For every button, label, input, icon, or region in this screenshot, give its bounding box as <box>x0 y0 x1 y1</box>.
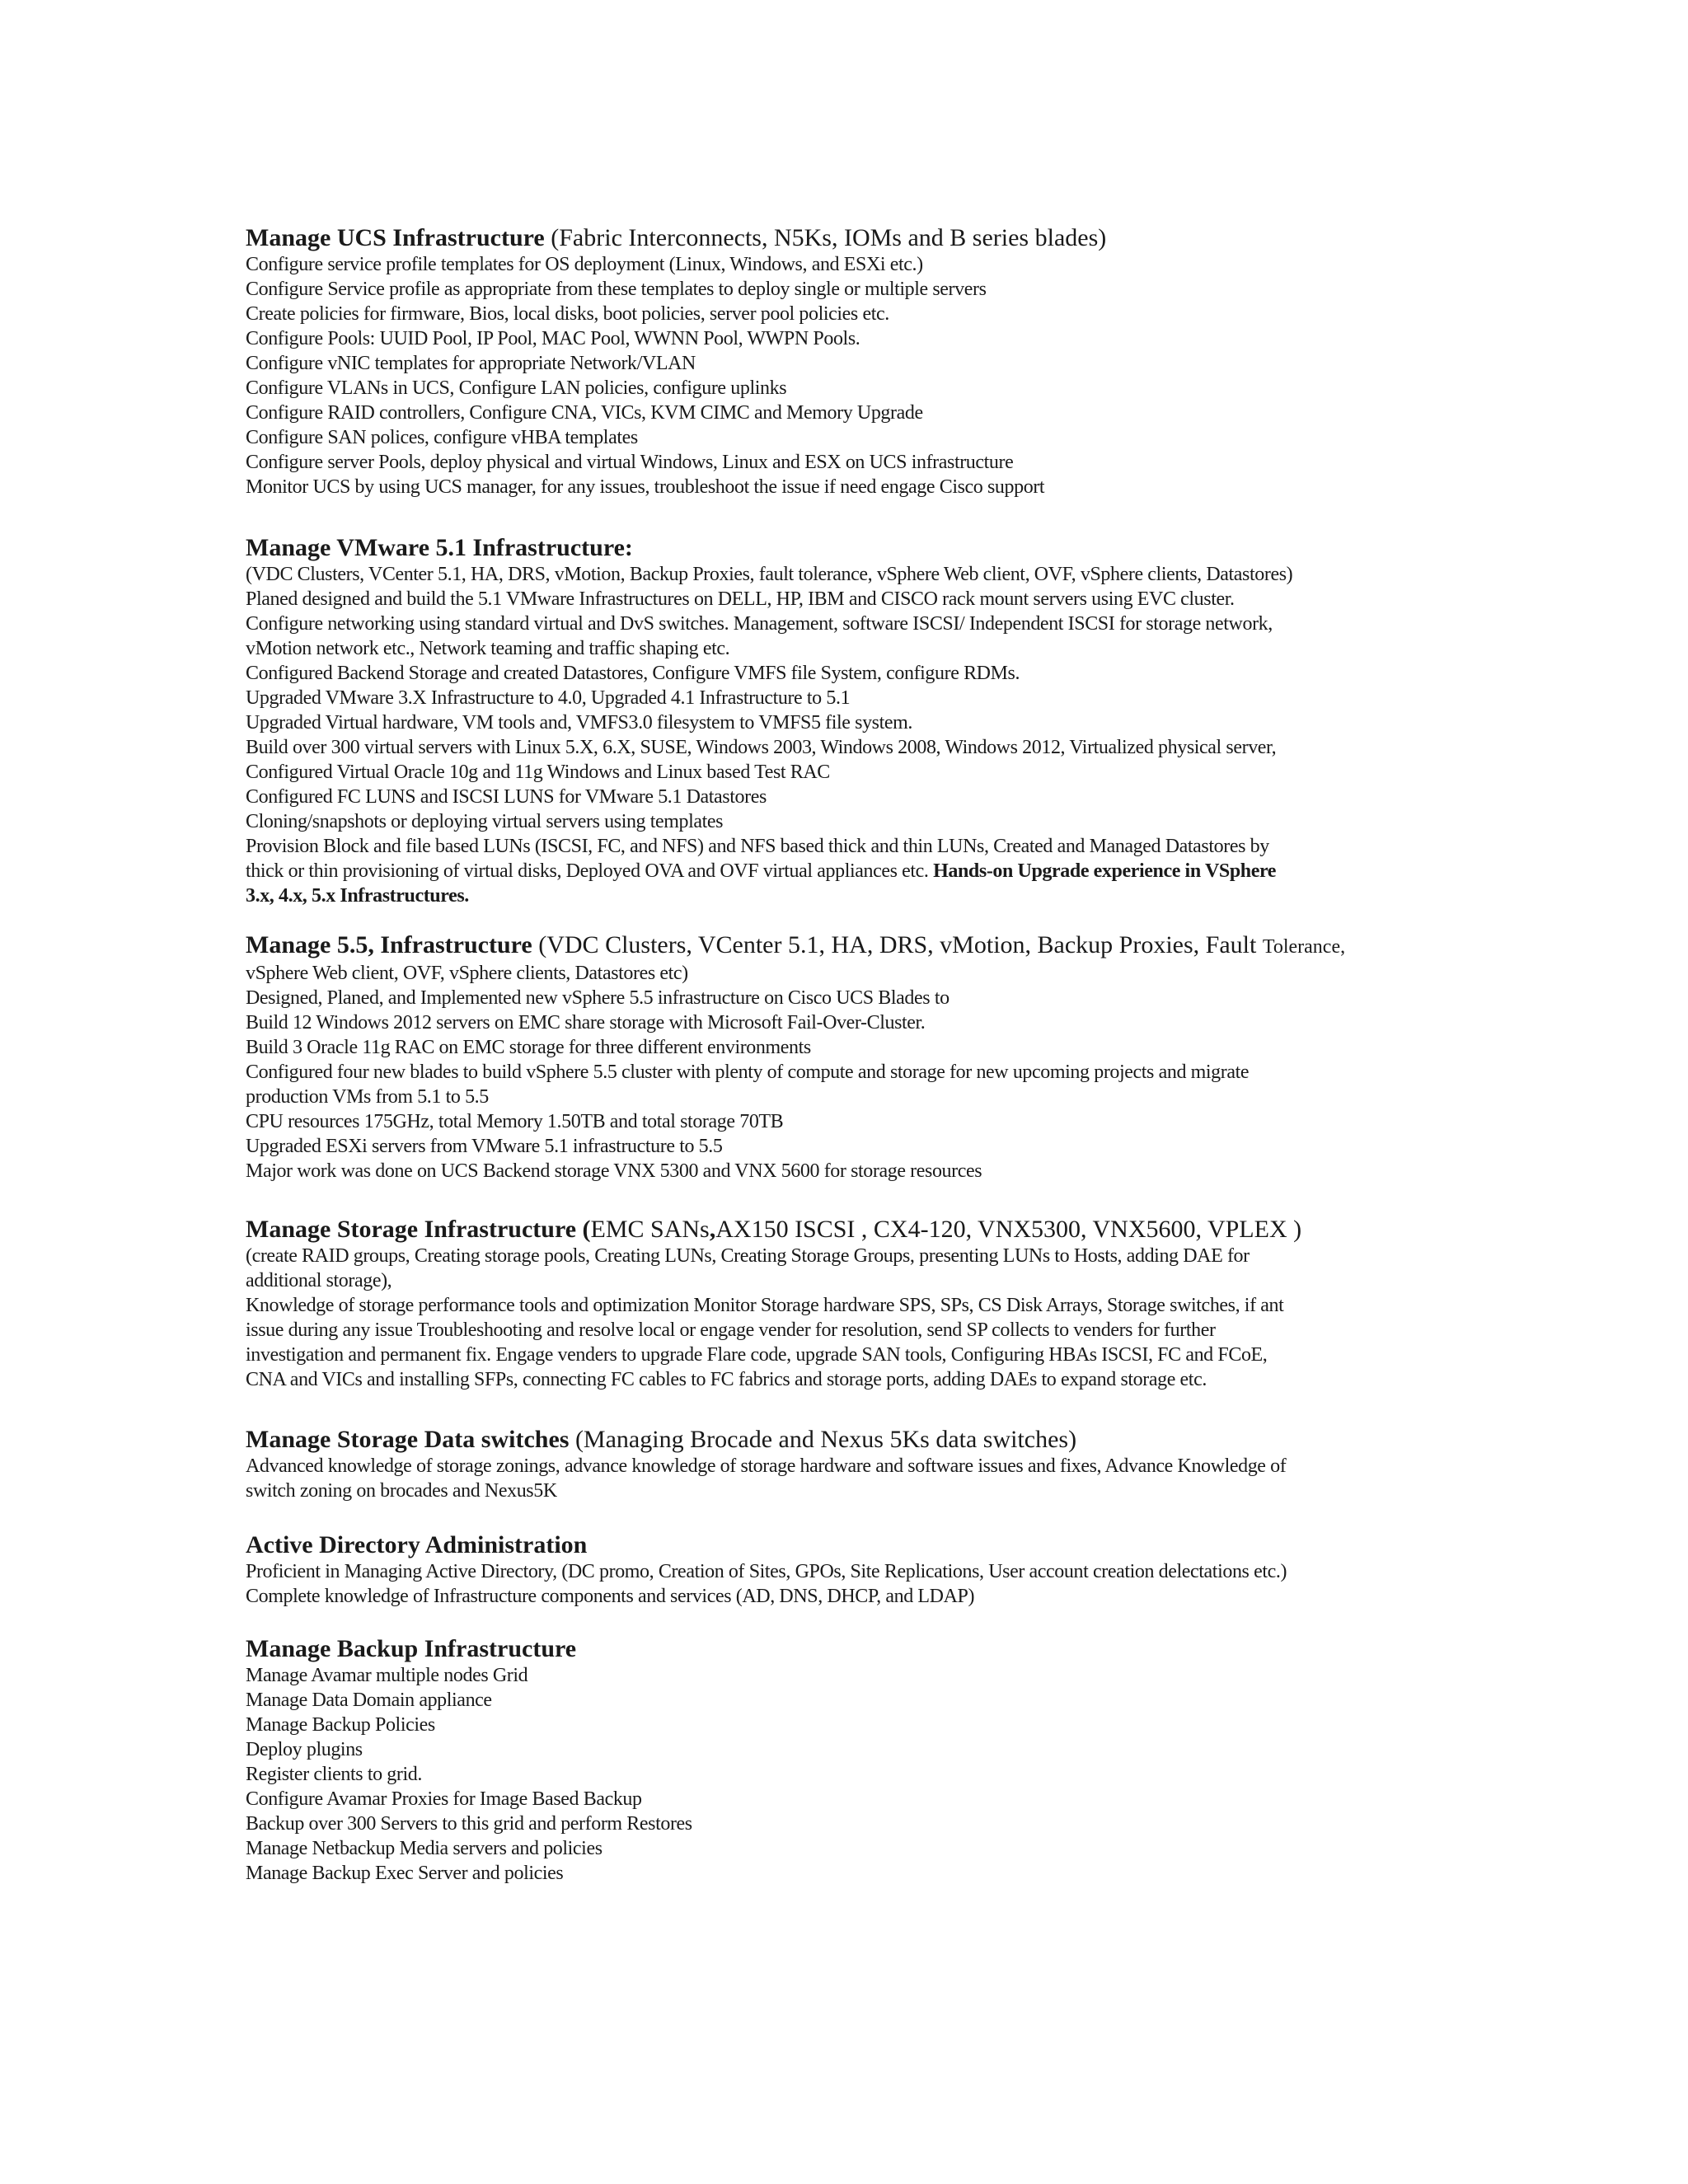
body-line: Build 12 Windows 2012 servers on EMC share storage with Microsoft Fail-Over-Cluster. <box>246 1012 926 1033</box>
section-vmware-51 <box>246 534 1292 908</box>
body-line: Manage Data Domain appliance <box>246 1690 492 1711</box>
body-line: (VDC Clusters, VCenter 5.1, HA, DRS, vMotion, Backup Proxies, fault tolerance, vSphere Web client, OVF, vSphere clients, Datastores) <box>246 564 1293 585</box>
heading-title: Manage Backup Infrastructure <box>246 1635 577 1662</box>
heading-title: Manage 5.5, Infrastructure <box>246 931 532 958</box>
section-heading <box>246 534 1292 562</box>
body-line: production VMs from 5.1 to 5.5 <box>246 1086 489 1108</box>
body-line: Advanced knowledge of storage zonings, advance knowledge of storage hardware and software issues and fixes, Advance Knowledge of <box>246 1455 1287 1477</box>
heading-subtitle: EMC SANs <box>590 1216 710 1243</box>
body-line: Configured FC LUNS and ISCSI LUNS for VMware 5.1 Datastores <box>246 786 767 808</box>
body-line: Designed, Planed, and Implemented new vSphere 5.5 infrastructure on Cisco UCS Blades to <box>246 987 950 1009</box>
body-line: issue during any issue Troubleshooting and resolve local or engage vender for resolution, send SP collects to venders for further <box>246 1319 1216 1341</box>
body-line: Configure service profile templates for OS deployment (Linux, Windows, and ESXi etc.) <box>246 254 923 275</box>
body-line <box>246 883 1292 908</box>
body-line: CNA and VICs and installing SFPs, connecting FC cables to FC fabrics and storage ports, adding DAEs to expand storage etc. <box>246 1369 1207 1390</box>
section-active-directory <box>246 1531 1287 1609</box>
body-line: Configure networking using standard virtual and DvS switches. Management, software ISCSI/ Independent ISCSI for storage network, <box>246 613 1273 635</box>
body-line: Manage Avamar multiple nodes Grid <box>246 1665 528 1686</box>
body-line: Manage Netbackup Media servers and policies <box>246 1838 603 1859</box>
section-heading <box>246 1426 1286 1454</box>
body-line: Configure Pools: UUID Pool, IP Pool, MAC Pool, WWNN Pool, WWPN Pools. <box>246 328 860 349</box>
body-line: Configure VLANs in UCS, Configure LAN policies, configure uplinks <box>246 377 787 399</box>
body-line: Upgraded Virtual hardware, VM tools and, VMFS3.0 filesystem to VMFS5 file system. <box>246 712 913 733</box>
body-line: Configured four new blades to build vSphere 5.5 cluster with plenty of compute and storage for new upcoming projects and migrate <box>246 1062 1250 1083</box>
body-line: Configure RAID controllers, Configure CNA, VICs, KVM CIMC and Memory Upgrade <box>246 402 923 424</box>
body-line: CPU resources 175GHz, total Memory 1.50TB and total storage 70TB <box>246 1111 784 1132</box>
body-line <box>246 859 1292 883</box>
body-line: Deploy plugins <box>246 1739 363 1760</box>
body-line: Configure server Pools, deploy physical and virtual Windows, Linux and ESX on UCS infrastructure <box>246 452 1014 473</box>
heading-subtitle: (Managing Brocade and Nexus 5Ks data switches) <box>569 1426 1077 1453</box>
body-line: Register clients to grid. <box>246 1764 422 1785</box>
heading-subtitle-rest: AX150 ISCSI , CX4-120, VNX5300, VNX5600, VPLEX ) <box>715 1216 1302 1243</box>
body-line: Manage Backup Policies <box>246 1714 435 1736</box>
heading-title: Active Directory Administration <box>246 1531 588 1558</box>
body-line: Configured Virtual Oracle 10g and 11g Windows and Linux based Test RAC <box>246 762 830 783</box>
line-text: thick or thin provisioning of virtual disks, Deployed OVA and OVF virtual appliances etc. <box>246 860 934 882</box>
heading-title: Manage UCS Infrastructure <box>246 224 545 251</box>
body-line: Proficient in Managing Active Directory, (DC promo, Creation of Sites, GPOs, Site Replications, User account creation delectations etc.) <box>246 1561 1287 1582</box>
section-heading <box>246 1531 1287 1559</box>
body-line: Configure Service profile as appropriate from these templates to deploy single or multiple servers <box>246 279 987 300</box>
heading-subtitle-small: Tolerance, <box>1262 936 1346 958</box>
section-heading <box>246 224 1106 252</box>
body-line: Build over 300 virtual servers with Linux 5.X, 6.X, SUSE, Windows 2003, Windows 2008, Windows 2012, Virtualized physical server, <box>246 737 1277 758</box>
body-line: Provision Block and file based LUNs (ISCSI, FC, and NFS) and NFS based thick and thin LUNs, Created and Managed Datastores by <box>246 836 1269 857</box>
line-highlight: Hands-on Upgrade experience in VSphere <box>933 860 1277 882</box>
body-line: Configure Avamar Proxies for Image Based Backup <box>246 1788 642 1810</box>
section-heading <box>246 931 1345 961</box>
body-line: Build 3 Oracle 11g RAC on EMC storage for three different environments <box>246 1037 811 1058</box>
body-line: Create policies for firmware, Bios, local disks, boot policies, server pool policies etc. <box>246 303 889 325</box>
heading-comma: , <box>709 1216 716 1243</box>
body-line: Upgraded ESXi servers from VMware 5.1 infrastructure to 5.5 <box>246 1136 723 1157</box>
body-line: Knowledge of storage performance tools and optimization Monitor Storage hardware SPS, SPs, CS Disk Arrays, Storage switches, if ant <box>246 1295 1284 1316</box>
line-highlight: 3.x, 4.x, 5.x Infrastructures. <box>246 885 469 907</box>
body-line: Monitor UCS by using UCS manager, for any issues, troubleshoot the issue if need engage Cisco support <box>246 476 1045 498</box>
body-line: investigation and permanent fix. Engage venders to upgrade Flare code, upgrade SAN tools, Configuring HBAs ISCSI, FC and FCoE, <box>246 1344 1268 1366</box>
body-line: vSphere Web client, OVF, vSphere clients, Datastores etc) <box>246 963 688 984</box>
heading-title: Manage Storage Infrastructure ( <box>246 1216 591 1243</box>
section-backup <box>246 1635 692 1886</box>
body-line: Upgraded VMware 3.X Infrastructure to 4.0, Upgraded 4.1 Infrastructure to 5.1 <box>246 687 851 709</box>
body-line: Complete knowledge of Infrastructure components and services (AD, DNS, DHCP, and LDAP) <box>246 1586 975 1607</box>
heading-title: Manage VMware 5.1 Infrastructure: <box>246 534 633 561</box>
body-line: vMotion network etc., Network teaming and traffic shaping etc. <box>246 638 730 659</box>
body-line: Major work was done on UCS Backend storage VNX 5300 and VNX 5600 for storage resources <box>246 1160 982 1182</box>
body-line: switch zoning on brocades and Nexus5K <box>246 1480 557 1502</box>
heading-subtitle: (VDC Clusters, VCenter 5.1, HA, DRS, vMotion, Backup Proxies, Fault <box>532 931 1263 958</box>
body-line: Configure vNIC templates for appropriate Network/VLAN <box>246 353 696 374</box>
body-line: Configured Backend Storage and created Datastores, Configure VMFS file System, configure RDMs. <box>246 663 1020 684</box>
body-line: Planed designed and build the 5.1 VMware Infrastructures on DELL, HP, IBM and CISCO rack mount servers using EVC cluster. <box>246 588 1235 610</box>
section-vsphere-55 <box>246 931 1345 1183</box>
body-line: Manage Backup Exec Server and policies <box>246 1863 564 1884</box>
section-storage-switches <box>246 1426 1286 1503</box>
section-ucs <box>246 224 1106 499</box>
body-line: additional storage), <box>246 1270 392 1291</box>
heading-title: Manage Storage Data switches <box>246 1426 570 1453</box>
body-line: Cloning/snapshots or deploying virtual servers using templates <box>246 811 724 832</box>
section-heading <box>246 1635 692 1663</box>
body-line: Configure SAN polices, configure vHBA templates <box>246 427 638 448</box>
heading-subtitle: (Fabric Interconnects, N5Ks, IOMs and B series blades) <box>544 224 1107 251</box>
body-line: Backup over 300 Servers to this grid and perform Restores <box>246 1813 692 1835</box>
section-storage <box>246 1216 1301 1392</box>
body-line: (create RAID groups, Creating storage pools, Creating LUNs, Creating Storage Groups, presenting LUNs to Hosts, adding DAE for <box>246 1245 1250 1267</box>
section-heading <box>246 1216 1301 1244</box>
